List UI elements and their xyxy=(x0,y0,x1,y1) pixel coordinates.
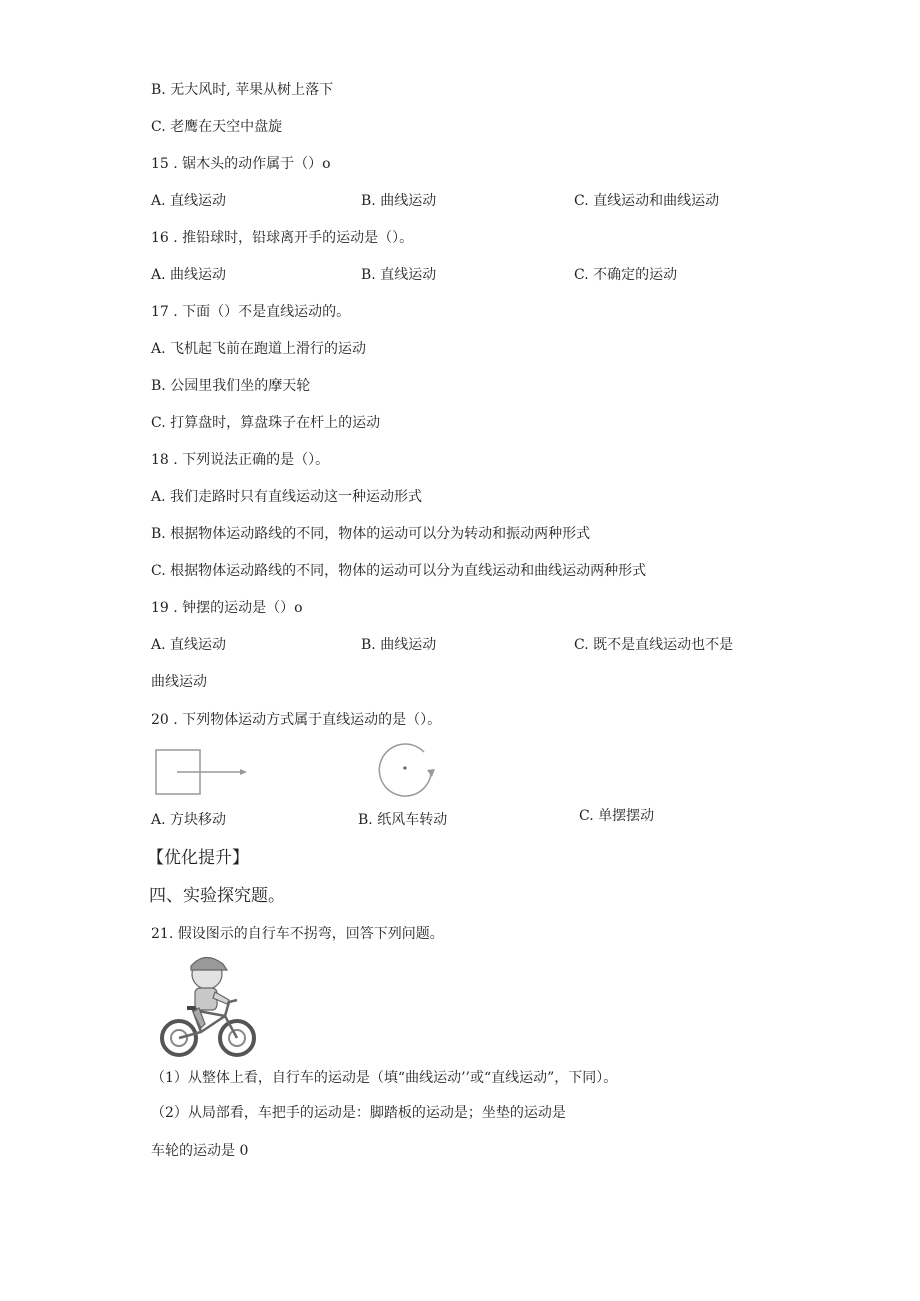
center-dot xyxy=(403,766,406,769)
q19-option-a: A. 直线运动 xyxy=(151,637,227,653)
q20-question: 20 . 下列物体运动方式属于直线运动的是（）。 xyxy=(151,712,442,728)
q18-question: 18 . 下列说法正确的是（）。 xyxy=(151,452,330,468)
q19-option-b: B. 曲线运动 xyxy=(361,637,437,653)
q15-question: 15 . 锯木头的动作属于（）o xyxy=(151,156,331,172)
q20-option-b: B. 纸风车转动 xyxy=(358,812,448,828)
q17-question: 17 . 下面（）不是直线运动的。 xyxy=(151,304,351,320)
q14-option-b: B. 无大风时, 苹果从树上落下 xyxy=(151,82,334,98)
square-moving-figure xyxy=(155,749,250,799)
q14-option-c: C. 老鹰在天空中盘旋 xyxy=(151,119,283,135)
rotation-arc xyxy=(379,744,431,796)
q19-option-c-continued: 曲线运动 xyxy=(151,674,207,690)
q16-option-a: A. 曲线运动 xyxy=(151,267,227,283)
q21-subquestion-1: （1）从整体上看，自行车的运动是（填“曲线运动’’或“直线运动”，下同）。 xyxy=(151,1070,618,1086)
pinwheel-rotating-figure xyxy=(377,742,437,798)
boy-body xyxy=(195,988,217,1010)
q21-question: 21. 假设图示的自行车不拐弯，回答下列问题。 xyxy=(151,926,444,942)
section-four-heading: 四、实验探究题。 xyxy=(149,886,285,906)
q19-option-c: C. 既不是直线运动也不是 xyxy=(574,637,734,653)
arrow-head-icon xyxy=(240,769,247,775)
q16-option-b: B. 直线运动 xyxy=(361,267,437,283)
q16-question: 16 . 推铅球时，铅球离开手的运动是（）。 xyxy=(151,230,414,246)
q18-option-c: C. 根据物体运动路线的不同，物体的运动可以分为直线运动和曲线运动两种形式 xyxy=(151,563,647,579)
boy-on-bicycle-illustration xyxy=(153,952,263,1062)
q21-subquestion-2: （2）从局部看，车把手的运动是：脚踏板的运动是；坐垫的运动是 xyxy=(151,1105,566,1121)
q15-option-c: C. 直线运动和曲线运动 xyxy=(574,193,720,209)
q19-question: 19 . 钟摆的运动是（）o xyxy=(151,600,303,616)
q21-subquestion-2-continued: 车轮的运动是 0 xyxy=(151,1143,249,1159)
q16-option-c: C. 不确定的运动 xyxy=(574,267,678,283)
q17-option-c: C. 打算盘时，算盘珠子在杆上的运动 xyxy=(151,415,381,431)
q17-option-a: A. 飞机起飞前在跑道上滑行的运动 xyxy=(151,341,367,357)
q15-option-b: B. 曲线运动 xyxy=(361,193,437,209)
q17-option-b: B. 公园里我们坐的摩天轮 xyxy=(151,378,311,394)
q20-option-a: A. 方块移动 xyxy=(151,812,227,828)
q20-option-c: C. 单摆摆动 xyxy=(579,808,655,824)
q18-option-a: A. 我们走路时只有直线运动这一种运动形式 xyxy=(151,489,423,505)
q18-option-b: B. 根据物体运动路线的不同，物体的运动可以分为转动和振动两种形式 xyxy=(151,526,591,542)
q15-option-a: A. 直线运动 xyxy=(151,193,227,209)
section-youhua-tisheng: 【优化提升】 xyxy=(147,848,249,868)
boy-cap xyxy=(191,957,227,970)
